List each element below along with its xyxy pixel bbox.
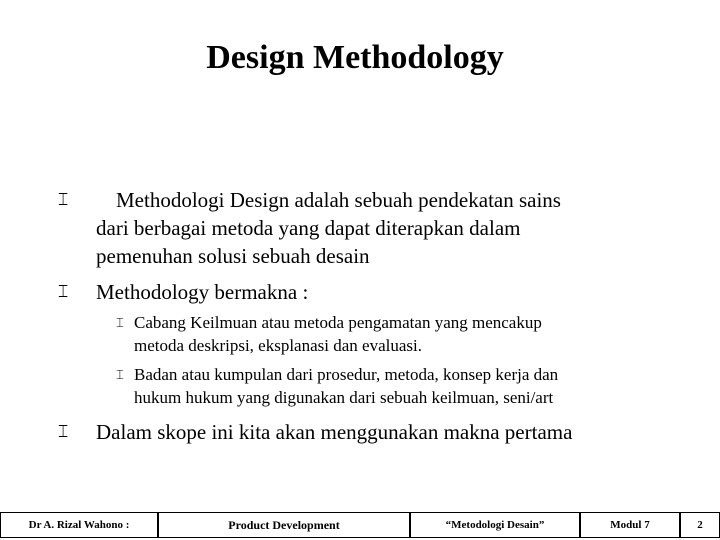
bullet-3-text: Dalam skope ini kita akan menggunakan makna pertama	[96, 420, 573, 444]
bullet-1-line-3: pemenuhan solusi sebuah desain	[96, 244, 370, 268]
sub-bullet-2-line-2: hukum hukum yang digunakan dari sebuah keilmuan, seni/art	[134, 388, 554, 407]
sub-bullet-2	[116, 363, 676, 409]
sub-bullet-1	[116, 311, 676, 357]
sub-bullet-2-line-1: Badan atau kumpulan dari prosedur, metoda, konsep kerja dan	[134, 365, 559, 384]
footer-page-number: 2	[680, 512, 720, 538]
footer	[0, 512, 720, 540]
footer-module: Modul 7	[580, 512, 680, 538]
bullet-1-line-1: Methodologi Design adalah sebuah pendekatan sains	[116, 188, 561, 212]
bullet-icon: ⌶	[58, 282, 69, 302]
footer-author: Dr A. Rizal Wahono :	[0, 512, 158, 538]
bullet-2	[58, 278, 678, 306]
bullet-1-line-2: dari berbagai metoda yang dapat diterapkan dalam	[96, 216, 521, 240]
bullet-icon: ⌶	[116, 368, 124, 383]
bullet-1	[58, 186, 678, 270]
bullet-icon: ⌶	[116, 316, 124, 331]
bullet-2-text: Methodology bermakna :	[96, 280, 309, 304]
footer-topic: “Metodologi Desain”	[410, 512, 580, 538]
slide-title: Design Methodology	[206, 39, 504, 76]
sub-bullet-1-line-2: metoda deskripsi, eksplanasi dan evaluasi.	[134, 336, 422, 355]
bullet-3	[58, 418, 698, 446]
footer-course: Product Development	[158, 512, 410, 538]
sub-bullet-1-line-1: Cabang Keilmuan atau metoda pengamatan yang mencakup	[134, 313, 542, 332]
bullet-icon: ⌶	[58, 190, 69, 210]
bullet-icon: ⌶	[58, 422, 69, 442]
